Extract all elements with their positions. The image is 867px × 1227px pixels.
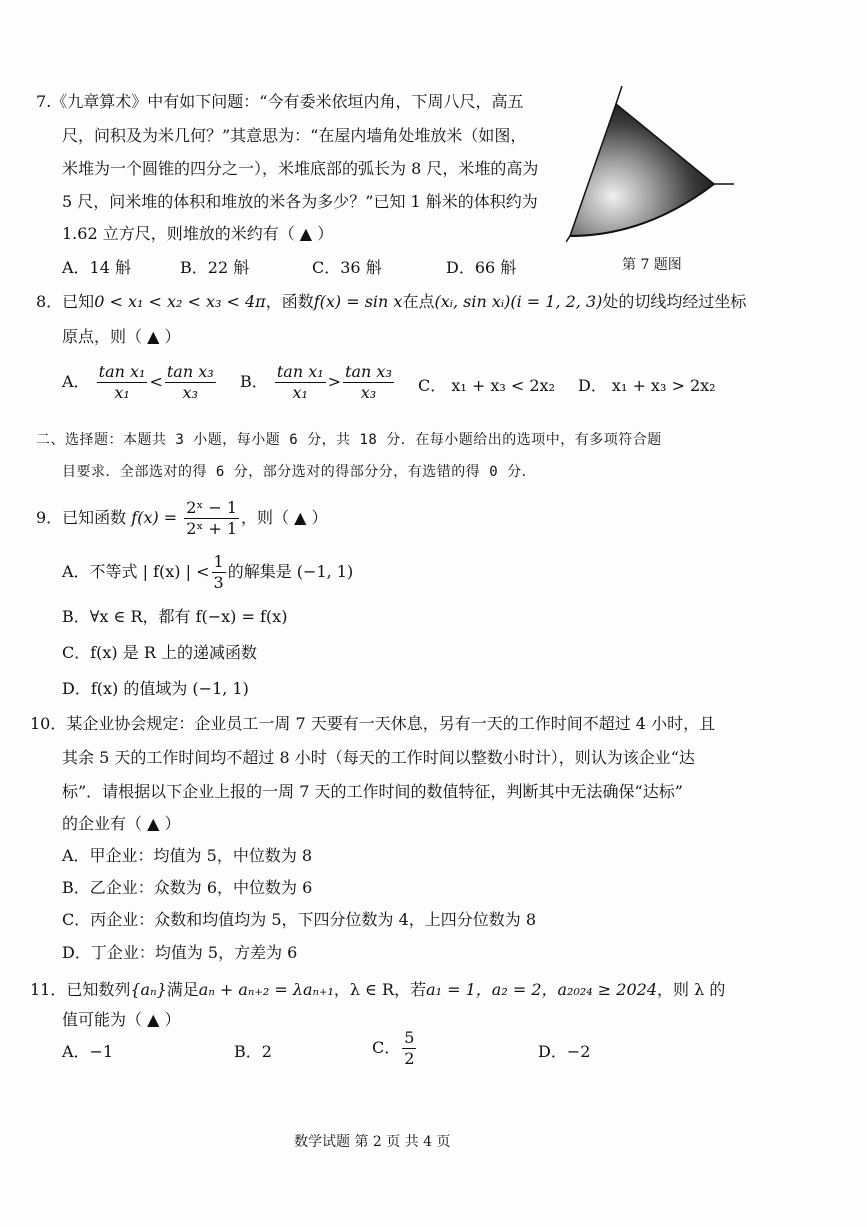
q9-option-d: D．f(x) 的值域为 (−1, 1) — [62, 679, 249, 698]
q11-text-d: ，则 λ 的 — [657, 980, 726, 999]
q8-b-label: B． — [240, 372, 268, 391]
q9-text-a: 9．已知函数 — [36, 508, 127, 527]
q8-a-frac2 — [165, 362, 216, 403]
q8-text-a: 8．已知 — [36, 292, 95, 311]
q8-b-frac2 — [343, 362, 394, 403]
q8-a-num1: tan x₁ — [98, 362, 146, 381]
q9-option-c: C．f(x) 是 R 上的递减函数 — [62, 643, 257, 662]
q7-option-b: B．22 斛 — [180, 258, 250, 277]
q7-line4: 5 尺，问米堆的体积和堆放的米各为多少？”已知 1 斛米的体积约为 — [62, 192, 538, 211]
q9-denominator: 2ˣ + 1 — [186, 519, 238, 538]
q8-option-c: C． x₁ + x₃ < 2x₂ — [418, 376, 555, 395]
q8-b-frac1 — [275, 362, 326, 403]
q11-option-c — [372, 1028, 418, 1069]
q8-function: f(x) = sin x — [313, 292, 403, 311]
q11-c-num: 5 — [404, 1028, 415, 1047]
q11-line2: 值可能为（ ▲ ） — [62, 1010, 181, 1029]
q11-text-a: 11．已知数列 — [30, 980, 131, 999]
q11-line1 — [30, 980, 725, 1000]
q8-a-num2: tan x₃ — [166, 362, 214, 381]
q9-text-b: ，则（ ▲ ） — [241, 508, 328, 527]
q8-condition: 0 < x₁ < x₂ < x₃ < 4π — [94, 292, 266, 311]
q11-recurrence: aₙ + aₙ₊₂ = λaₙ₊₁ — [198, 980, 334, 999]
q8-b-op: > — [327, 372, 342, 391]
q11-text-b: 满足 — [166, 980, 199, 999]
q10-option-d: D．丁企业：均值为 5，方差为 6 — [62, 943, 298, 962]
q11-c-den: 2 — [404, 1049, 415, 1068]
page-footer: 数学试题 第 2 页 共 4 页 — [294, 1134, 451, 1150]
q10-line4: 的企业有（ ▲ ） — [62, 814, 181, 833]
q10-line1: 10．某企业协会规定：企业员工一周 7 天要有一天休息，另有一天的工作时间不超过 4 小时，且 — [30, 714, 716, 733]
q8-a-op: < — [149, 372, 163, 391]
section2-heading-line1: 二、选择题：本题共 3 小题，每小题 6 分，共 18 分．在每小题给出的选项中，有多项符合题 — [36, 432, 662, 448]
q11-option-d: D．−2 — [538, 1042, 591, 1061]
q9-a-text-b: 的解集是 (−1, 1) — [227, 562, 354, 581]
q9-option-b: B．∀x ∈ R，都有 f(−x) = f(x) — [62, 607, 288, 626]
q7-figure-caption: 第 7 题图 — [622, 257, 682, 273]
q9-a-fraction — [212, 552, 226, 593]
q7-line1: 7.《九章算术》中有如下问题：“今有委米依垣内角，下周八尺，高五 — [36, 92, 524, 111]
q8-option-d: D． x₁ + x₃ > 2x₂ — [578, 376, 716, 395]
q9-a-num: 1 — [213, 552, 224, 571]
q8-a-frac1 — [97, 362, 148, 403]
q10-line2: 其余 5 天的工作时间均不超过 8 小时（每天的工作时间以整数小时计），则认为该企业“达 — [62, 748, 695, 767]
q9-a-text: A．不等式 | f(x) | < — [62, 562, 210, 581]
q8-line1 — [36, 292, 746, 312]
q9-option-a — [62, 552, 353, 593]
q8-b-den2: x₃ — [360, 383, 377, 402]
q7-line3: 米堆为一个圆锥的四分之一），米堆底部的弧长为 8 尺，米堆的高为 — [62, 159, 539, 178]
q8-b-den1: x₁ — [292, 383, 308, 402]
q10-option-a: A．甲企业：均值为 5，中位数为 8 — [62, 846, 313, 865]
q8-line2: 原点，则（ ▲ ） — [62, 327, 181, 346]
q8-a-label: A． — [62, 372, 90, 391]
q8-a-den2: x₃ — [182, 383, 198, 402]
q8-point: (xᵢ, sin xᵢ)(i = 1, 2, 3) — [434, 292, 603, 311]
q8-text-c: 在点 — [402, 292, 435, 311]
q8-text-b: ，函数 — [265, 292, 314, 311]
q7-option-d: D．66 斛 — [446, 258, 517, 277]
q8-text-d: 处的切线均经过坐标 — [602, 292, 747, 311]
q10-line3: 标”．请根据以下企业上报的一周 7 天的工作时间的数值特征，判断其中无法确保“达标” — [62, 782, 683, 801]
section2-heading-line2: 目要求．全部选对的得 6 分，部分选对的得部分分，有选错的得 0 分． — [62, 464, 537, 480]
q9-numerator: 2ˣ − 1 — [186, 498, 238, 517]
q9-a-den: 3 — [213, 573, 224, 592]
q11-option-b: B．2 — [234, 1042, 272, 1061]
q8-b-num1: tan x₁ — [276, 362, 324, 381]
q11-c-fraction — [402, 1028, 416, 1069]
q7-line5: 1.62 立方尺，则堆放的米约有（ ▲ ） — [62, 224, 334, 243]
q11-sequence: {aₙ} — [130, 980, 167, 999]
q9-function-fraction — [184, 498, 239, 539]
q8-b-num2: tan x₃ — [345, 362, 392, 381]
q8-a-den1: x₁ — [114, 383, 130, 402]
q11-initial-values: a₁ = 1，a₂ = 2，a₂₀₂₄ ≥ 2024 — [426, 980, 658, 999]
q7-option-c: C．36 斛 — [312, 258, 382, 277]
q7-option-a: A．14 斛 — [62, 258, 132, 277]
q10-option-c: C．丙企业：众数和均值均为 5，下四分位数为 4，上四分位数为 8 — [62, 910, 537, 929]
q9-stem — [36, 498, 328, 539]
q10-option-b: B．乙企业：众数为 6，中位数为 6 — [62, 878, 313, 897]
q11-option-a: A．−1 — [62, 1042, 114, 1061]
rice-pile-figure — [566, 86, 736, 246]
q8-option-b — [240, 362, 396, 403]
q8-option-a — [62, 362, 218, 403]
q11-c-label: C． — [372, 1038, 401, 1057]
q11-text-c: ，λ ∈ R，若 — [333, 980, 427, 999]
q7-line2: 尺，问积及为米几何？”其意思为：“在屋内墙角处堆放米（如图， — [62, 126, 527, 145]
q9-function-label: f(x) = — [131, 508, 178, 527]
